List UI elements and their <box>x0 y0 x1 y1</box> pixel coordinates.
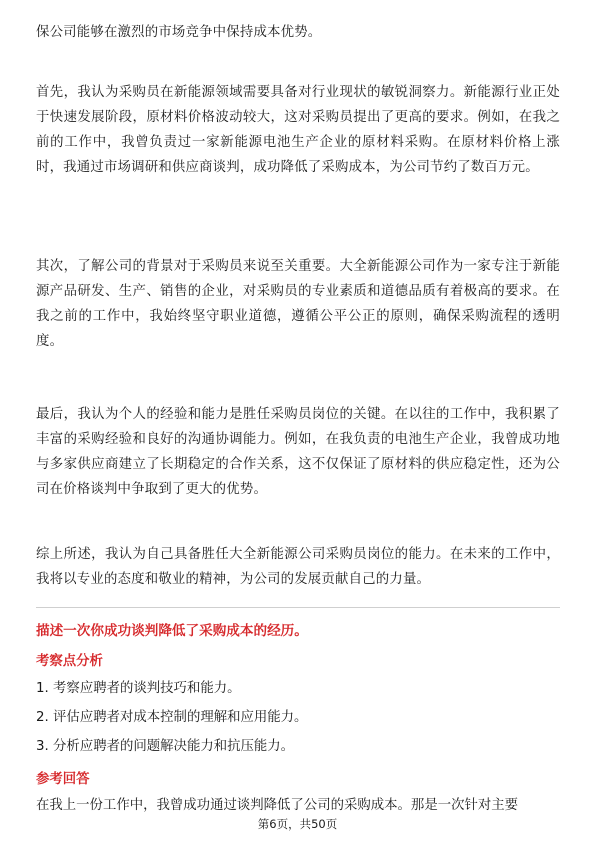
question-heading: 描述一次你成功谈判降低了采购成本的经历。 <box>36 623 308 639</box>
section-divider <box>36 607 560 608</box>
page-footer: 第6页，共50页 <box>257 817 338 831</box>
analysis-item-2: 2. 评估应聘者对成本控制的理解和应用能力。 <box>36 710 308 725</box>
paragraph-second: 其次，了解公司的背景对于采购员来说至关重要。大全新能源公司作为一家专注于新能源产品研发、生产、销售的企业，对采购员的专业素质和道德品质有着极高的要求。在我之前的工作中，我始终坚守职业道德，遵循公平公正的原则，确保采购流程的透明度。 <box>36 259 560 349</box>
paragraph-intro: 保公司能够在激烈的市场竞争中保持成本优势。 <box>36 25 322 40</box>
answer-text: 在我上一份工作中，我曾成功通过谈判降低了公司的采购成本。那是一次针对主要 <box>36 798 519 813</box>
analysis-item-1: 1. 考察应聘者的谈判技巧和能力。 <box>36 681 241 696</box>
paragraph-first: 首先，我认为采购员在新能源领域需要具备对行业现状的敏锐洞察力。新能源行业正处于快速发展阶段，原材料价格波动较大，这对采购员提出了更高的要求。例如，在我之前的工作中，我曾负责过一家新能源电池生产企业的原材料采购。在原材料价格上涨时，我通过市场调研和供应商谈判，成功降低了采购成本，为公司节约了数百万元。 <box>36 85 560 175</box>
paragraph-last: 最后，我认为个人的经验和能力是胜任采购员岗位的关键。在以往的工作中，我积累了丰富的采购经验和良好的沟通协调能力。例如，在我负责的电池生产企业，我曾成功地与多家供应商建立了长期稳定的合作关系，这不仅保证了原材料的供应稳定性，还为公司在价格谈判中争取到了更大的优势。 <box>36 407 560 497</box>
analysis-title: 考察点分析 <box>36 654 103 669</box>
answer-title: 参考回答 <box>36 772 90 787</box>
paragraph-summary: 综上所述，我认为自己具备胜任大全新能源公司采购员岗位的能力。在未来的工作中，我将以专业的态度和敬业的精神，为公司的发展贡献自己的力量。 <box>36 547 560 587</box>
analysis-item-3: 3. 分析应聘者的问题解决能力和抗压能力。 <box>36 739 295 754</box>
